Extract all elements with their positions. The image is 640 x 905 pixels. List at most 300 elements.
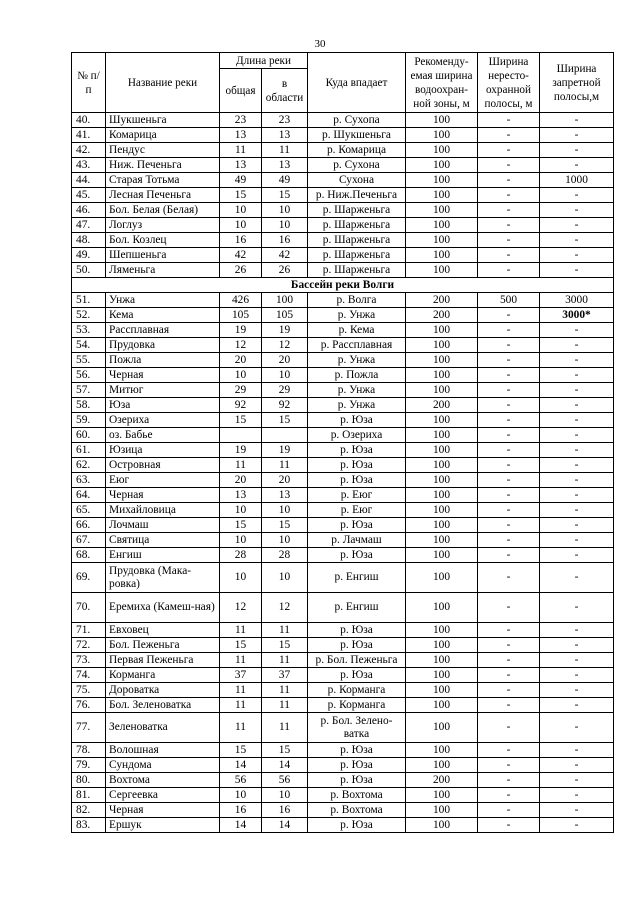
forbidden-strip: - <box>540 668 614 683</box>
table-row <box>72 113 614 128</box>
table-row <box>72 458 614 473</box>
water-protection-zone: 100 <box>406 383 478 398</box>
table-row <box>72 548 614 563</box>
length-total: 11 <box>220 698 262 713</box>
non-spawning-strip: - <box>478 743 540 758</box>
length-in-region: 14 <box>262 758 308 773</box>
forbidden-strip: - <box>540 473 614 488</box>
river-name: Бол. Белая (Белая) <box>106 203 220 218</box>
flows-into: р. Лачмаш <box>308 533 406 548</box>
table-row <box>72 593 614 623</box>
table-row <box>72 668 614 683</box>
non-spawning-strip: - <box>478 143 540 158</box>
table-row <box>72 473 614 488</box>
water-protection-zone: 100 <box>406 743 478 758</box>
table-row <box>72 533 614 548</box>
length-in-region: 19 <box>262 443 308 458</box>
river-name: Ершук <box>106 818 220 833</box>
flows-into: р. Юза <box>308 413 406 428</box>
flows-into: р. Юза <box>308 668 406 683</box>
row-number: 65. <box>72 503 106 518</box>
water-protection-zone: 100 <box>406 113 478 128</box>
forbidden-strip: - <box>540 623 614 638</box>
water-protection-zone: 100 <box>406 788 478 803</box>
river-name: Дороватка <box>106 683 220 698</box>
length-total: 10 <box>220 218 262 233</box>
length-in-region: 56 <box>262 773 308 788</box>
non-spawning-strip: - <box>478 683 540 698</box>
row-number: 44. <box>72 173 106 188</box>
length-in-region: 11 <box>262 143 308 158</box>
row-number: 51. <box>72 293 106 308</box>
flows-into: р. Озериха <box>308 428 406 443</box>
forbidden-strip: - <box>540 443 614 458</box>
table-row <box>72 443 614 458</box>
header-non-spawning-strip: Ширина нересто-охранной полосы, м <box>478 53 540 113</box>
length-in-region: 15 <box>262 413 308 428</box>
water-protection-zone: 100 <box>406 128 478 143</box>
table-row <box>72 788 614 803</box>
river-name: Бол. Козлец <box>106 233 220 248</box>
forbidden-strip: - <box>540 593 614 623</box>
row-number: 69. <box>72 563 106 593</box>
length-in-region: 10 <box>262 203 308 218</box>
non-spawning-strip: - <box>478 128 540 143</box>
row-number: 47. <box>72 218 106 233</box>
non-spawning-strip: - <box>478 713 540 743</box>
length-in-region: 10 <box>262 503 308 518</box>
length-total: 11 <box>220 458 262 473</box>
non-spawning-strip: - <box>478 653 540 668</box>
river-name: Черная <box>106 488 220 503</box>
length-in-region: 23 <box>262 113 308 128</box>
water-protection-zone: 100 <box>406 638 478 653</box>
forbidden-strip: - <box>540 233 614 248</box>
table-row <box>72 683 614 698</box>
length-in-region: 14 <box>262 818 308 833</box>
water-protection-zone: 100 <box>406 563 478 593</box>
forbidden-strip: 3000* <box>540 308 614 323</box>
length-total: 15 <box>220 743 262 758</box>
row-number: 58. <box>72 398 106 413</box>
non-spawning-strip: - <box>478 458 540 473</box>
row-number: 49. <box>72 248 106 263</box>
flows-into: р. Юза <box>308 458 406 473</box>
flows-into: р. Енгиш <box>308 563 406 593</box>
river-name: Логлуз <box>106 218 220 233</box>
flows-into: Сухона <box>308 173 406 188</box>
flows-into: р. Юза <box>308 818 406 833</box>
flows-into: р. Юза <box>308 773 406 788</box>
forbidden-strip: - <box>540 113 614 128</box>
length-in-region: 15 <box>262 743 308 758</box>
length-total: 20 <box>220 353 262 368</box>
length-in-region: 10 <box>262 563 308 593</box>
flows-into: р. Еюг <box>308 488 406 503</box>
non-spawning-strip: - <box>478 323 540 338</box>
river-name: Кема <box>106 308 220 323</box>
river-name: Шукшеньга <box>106 113 220 128</box>
table-row <box>72 818 614 833</box>
length-in-region: 11 <box>262 653 308 668</box>
length-total: 20 <box>220 473 262 488</box>
water-protection-zone: 100 <box>406 248 478 263</box>
table-row <box>72 398 614 413</box>
river-name: Ниж. Печеньга <box>106 158 220 173</box>
forbidden-strip: - <box>540 758 614 773</box>
forbidden-strip: - <box>540 683 614 698</box>
flows-into: р. Шарженьга <box>308 263 406 278</box>
forbidden-strip: - <box>540 533 614 548</box>
flows-into: р. Унжа <box>308 398 406 413</box>
length-in-region: 15 <box>262 638 308 653</box>
water-protection-zone: 100 <box>406 323 478 338</box>
non-spawning-strip: - <box>478 428 540 443</box>
river-name: Рассплавная <box>106 323 220 338</box>
header-length-in-region: в области <box>262 69 308 113</box>
non-spawning-strip: - <box>478 443 540 458</box>
length-total: 37 <box>220 668 262 683</box>
length-total: 19 <box>220 323 262 338</box>
row-number: 72. <box>72 638 106 653</box>
forbidden-strip: - <box>540 323 614 338</box>
length-in-region: 13 <box>262 128 308 143</box>
table-row <box>72 773 614 788</box>
non-spawning-strip: - <box>478 338 540 353</box>
length-total: 16 <box>220 233 262 248</box>
table-row <box>72 638 614 653</box>
forbidden-strip: - <box>540 158 614 173</box>
row-number: 67. <box>72 533 106 548</box>
forbidden-strip: - <box>540 128 614 143</box>
length-in-region: 11 <box>262 683 308 698</box>
row-number: 53. <box>72 323 106 338</box>
river-name: Комарица <box>106 128 220 143</box>
row-number: 73. <box>72 653 106 668</box>
length-total: 56 <box>220 773 262 788</box>
flows-into: р. Унжа <box>308 383 406 398</box>
forbidden-strip: - <box>540 338 614 353</box>
flows-into: р. Корманга <box>308 698 406 713</box>
non-spawning-strip: - <box>478 158 540 173</box>
row-number: 70. <box>72 593 106 623</box>
flows-into: р. Еюг <box>308 503 406 518</box>
forbidden-strip: - <box>540 413 614 428</box>
length-total: 11 <box>220 713 262 743</box>
water-protection-zone: 100 <box>406 683 478 698</box>
table-row <box>72 713 614 743</box>
table-row <box>72 263 614 278</box>
length-in-region: 16 <box>262 803 308 818</box>
length-total <box>220 428 262 443</box>
non-spawning-strip: - <box>478 113 540 128</box>
length-total: 11 <box>220 623 262 638</box>
river-name: Озериха <box>106 413 220 428</box>
river-name: Лесная Печеньга <box>106 188 220 203</box>
row-number: 60. <box>72 428 106 443</box>
length-total: 16 <box>220 803 262 818</box>
non-spawning-strip: - <box>478 173 540 188</box>
river-name: Лочмаш <box>106 518 220 533</box>
length-in-region: 13 <box>262 488 308 503</box>
forbidden-strip: - <box>540 653 614 668</box>
forbidden-strip: - <box>540 818 614 833</box>
forbidden-strip: - <box>540 563 614 593</box>
non-spawning-strip: - <box>478 503 540 518</box>
forbidden-strip: - <box>540 143 614 158</box>
river-name: Унжа <box>106 293 220 308</box>
table-row <box>72 803 614 818</box>
row-number: 41. <box>72 128 106 143</box>
row-number: 78. <box>72 743 106 758</box>
river-name: Первая Пеженьга <box>106 653 220 668</box>
water-protection-zone: 100 <box>406 338 478 353</box>
water-protection-zone: 100 <box>406 443 478 458</box>
non-spawning-strip: - <box>478 188 540 203</box>
river-name: оз. Бабье <box>106 428 220 443</box>
water-protection-zone: 200 <box>406 773 478 788</box>
length-total: 28 <box>220 548 262 563</box>
non-spawning-strip: - <box>478 353 540 368</box>
row-number: 48. <box>72 233 106 248</box>
flows-into: р. Корманга <box>308 683 406 698</box>
water-protection-zone: 100 <box>406 428 478 443</box>
row-number: 71. <box>72 623 106 638</box>
non-spawning-strip: - <box>478 668 540 683</box>
river-name: Святица <box>106 533 220 548</box>
forbidden-strip: 1000 <box>540 173 614 188</box>
forbidden-strip: - <box>540 428 614 443</box>
header-forbidden-strip: Ширина запретной полосы,м <box>540 53 614 113</box>
length-in-region: 12 <box>262 593 308 623</box>
length-in-region: 20 <box>262 473 308 488</box>
non-spawning-strip: - <box>478 773 540 788</box>
non-spawning-strip: - <box>478 548 540 563</box>
length-in-region: 100 <box>262 293 308 308</box>
length-total: 10 <box>220 788 262 803</box>
river-name: Корманга <box>106 668 220 683</box>
water-protection-zone: 100 <box>406 143 478 158</box>
flows-into: р. Вохтома <box>308 803 406 818</box>
row-number: 56. <box>72 368 106 383</box>
flows-into: р. Вохтома <box>308 788 406 803</box>
length-in-region: 11 <box>262 458 308 473</box>
flows-into: р. Унжа <box>308 308 406 323</box>
table-row <box>72 623 614 638</box>
flows-into: р. Юза <box>308 548 406 563</box>
row-number: 61. <box>72 443 106 458</box>
length-in-region: 105 <box>262 308 308 323</box>
row-number: 55. <box>72 353 106 368</box>
length-total: 15 <box>220 638 262 653</box>
water-protection-zone: 100 <box>406 473 478 488</box>
row-number: 66. <box>72 518 106 533</box>
length-total: 12 <box>220 593 262 623</box>
non-spawning-strip: - <box>478 698 540 713</box>
length-total: 19 <box>220 443 262 458</box>
forbidden-strip: - <box>540 263 614 278</box>
table-row <box>72 563 614 593</box>
table-row <box>72 743 614 758</box>
length-total: 13 <box>220 128 262 143</box>
row-number: 46. <box>72 203 106 218</box>
river-name: Митюг <box>106 383 220 398</box>
non-spawning-strip: - <box>478 518 540 533</box>
flows-into: р. Комарица <box>308 143 406 158</box>
non-spawning-strip: - <box>478 563 540 593</box>
water-protection-zone: 100 <box>406 593 478 623</box>
length-in-region: 10 <box>262 368 308 383</box>
forbidden-strip: - <box>540 698 614 713</box>
table-row <box>72 383 614 398</box>
table-row <box>72 173 614 188</box>
table-row <box>72 248 614 263</box>
river-name: Бол. Зеленоватка <box>106 698 220 713</box>
row-number: 83. <box>72 818 106 833</box>
row-number: 64. <box>72 488 106 503</box>
table-row <box>72 293 614 308</box>
length-total: 26 <box>220 263 262 278</box>
length-total: 10 <box>220 368 262 383</box>
river-name: Ляменьга <box>106 263 220 278</box>
river-name: Черная <box>106 803 220 818</box>
flows-into: р. Волга <box>308 293 406 308</box>
length-total: 12 <box>220 338 262 353</box>
river-name: Еюг <box>106 473 220 488</box>
flows-into: р. Енгиш <box>308 593 406 623</box>
flows-into: р. Кема <box>308 323 406 338</box>
length-total: 10 <box>220 563 262 593</box>
table-row <box>72 323 614 338</box>
length-in-region: 12 <box>262 338 308 353</box>
length-total: 15 <box>220 188 262 203</box>
river-name: Юза <box>106 398 220 413</box>
length-total: 14 <box>220 818 262 833</box>
water-protection-zone: 100 <box>406 218 478 233</box>
non-spawning-strip: - <box>478 413 540 428</box>
flows-into: р. Сухона <box>308 158 406 173</box>
length-in-region: 37 <box>262 668 308 683</box>
river-name: Островная <box>106 458 220 473</box>
table-row <box>72 203 614 218</box>
water-protection-zone: 200 <box>406 398 478 413</box>
table-row <box>72 218 614 233</box>
row-number: 77. <box>72 713 106 743</box>
row-number: 81. <box>72 788 106 803</box>
flows-into: р. Сухопа <box>308 113 406 128</box>
water-protection-zone: 100 <box>406 413 478 428</box>
forbidden-strip: - <box>540 548 614 563</box>
forbidden-strip: - <box>540 353 614 368</box>
row-number: 50. <box>72 263 106 278</box>
length-in-region: 16 <box>262 233 308 248</box>
length-in-region: 28 <box>262 548 308 563</box>
river-name: Черная <box>106 368 220 383</box>
forbidden-strip: - <box>540 368 614 383</box>
water-protection-zone: 100 <box>406 803 478 818</box>
water-protection-zone: 100 <box>406 488 478 503</box>
flows-into: р. Унжа <box>308 353 406 368</box>
table-row <box>72 338 614 353</box>
forbidden-strip: - <box>540 803 614 818</box>
row-number: 57. <box>72 383 106 398</box>
river-name: Вохтома <box>106 773 220 788</box>
flows-into: р. Пожла <box>308 368 406 383</box>
header-num: № п/п <box>72 53 106 113</box>
forbidden-strip: - <box>540 398 614 413</box>
length-in-region: 15 <box>262 518 308 533</box>
row-number: 45. <box>72 188 106 203</box>
header-mouth: Куда впадает <box>308 53 406 113</box>
river-name: Прудовка <box>106 338 220 353</box>
non-spawning-strip: - <box>478 593 540 623</box>
flows-into: р. Юза <box>308 518 406 533</box>
table-row <box>72 368 614 383</box>
table-row <box>72 233 614 248</box>
water-protection-zone: 100 <box>406 713 478 743</box>
length-total: 11 <box>220 653 262 668</box>
row-number: 68. <box>72 548 106 563</box>
flows-into: р. Бол. Пеженьга <box>308 653 406 668</box>
length-total: 42 <box>220 248 262 263</box>
forbidden-strip: - <box>540 488 614 503</box>
row-number: 40. <box>72 113 106 128</box>
flows-into: р. Шарженьга <box>308 248 406 263</box>
non-spawning-strip: - <box>478 308 540 323</box>
water-protection-zone: 200 <box>406 293 478 308</box>
row-number: 52. <box>72 308 106 323</box>
header-name: Название реки <box>106 53 220 113</box>
flows-into: р. Ниж.Печеньга <box>308 188 406 203</box>
forbidden-strip: - <box>540 713 614 743</box>
non-spawning-strip: - <box>478 488 540 503</box>
non-spawning-strip: - <box>478 398 540 413</box>
forbidden-strip: - <box>540 743 614 758</box>
flows-into: р. Юза <box>308 473 406 488</box>
table-row <box>72 758 614 773</box>
length-total: 92 <box>220 398 262 413</box>
flows-into: р. Юза <box>308 743 406 758</box>
length-in-region: 11 <box>262 713 308 743</box>
table-row <box>72 353 614 368</box>
river-name: Пендус <box>106 143 220 158</box>
river-name: Евховец <box>106 623 220 638</box>
length-total: 29 <box>220 383 262 398</box>
row-number: 59. <box>72 413 106 428</box>
water-protection-zone: 100 <box>406 368 478 383</box>
river-name: Енгиш <box>106 548 220 563</box>
non-spawning-strip: - <box>478 218 540 233</box>
section-title: Бассейн реки Волги <box>72 278 614 293</box>
forbidden-strip: - <box>540 458 614 473</box>
flows-into: р. Юза <box>308 443 406 458</box>
water-protection-zone: 100 <box>406 698 478 713</box>
water-protection-zone: 100 <box>406 203 478 218</box>
non-spawning-strip: - <box>478 638 540 653</box>
water-protection-zone: 100 <box>406 188 478 203</box>
river-name: Шепшеньга <box>106 248 220 263</box>
flows-into: р. Рассплавная <box>308 338 406 353</box>
length-total: 11 <box>220 683 262 698</box>
flows-into: р. Юза <box>308 758 406 773</box>
non-spawning-strip: - <box>478 383 540 398</box>
river-name: Прудовка (Мака-ровка) <box>106 563 220 593</box>
row-number: 76. <box>72 698 106 713</box>
river-name: Юзица <box>106 443 220 458</box>
water-protection-zone: 100 <box>406 173 478 188</box>
non-spawning-strip: 500 <box>478 293 540 308</box>
row-number: 43. <box>72 158 106 173</box>
